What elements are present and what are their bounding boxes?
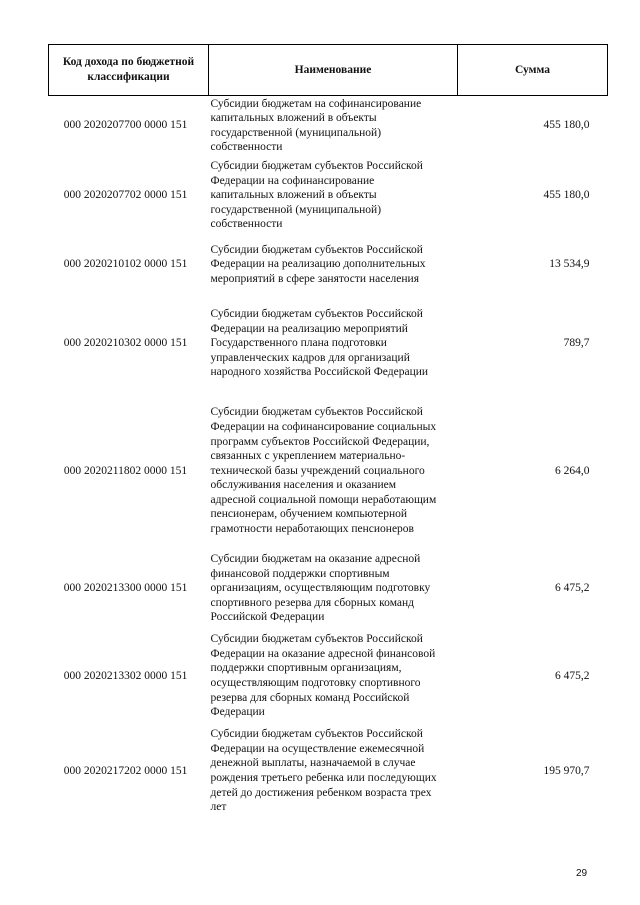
table-row xyxy=(49,96,608,156)
row-name: Субсидии бюджетам на софинансирование капитальных вложений в объекты государственной (муниципальной) собственности xyxy=(210,97,422,154)
row-name: Субсидии бюджетам субъектов Российской Федерации на софинансирование социальных программ субъектов Российской Федерации, связанных с укреплением материально- технической базы учреждений социального обслуживания населения и оказанием адресной социальной помощи неработающим пенсионерам, обучением компьютерной грамотности неработающих пенсионеров xyxy=(210,406,437,536)
row-sum: 6 264,0 xyxy=(555,464,590,477)
table-row xyxy=(49,294,608,394)
row-code: 000 2020210302 0000 151 xyxy=(63,337,188,350)
row-name: Субсидии бюджетам субъектов Российской Федерации на оказание адресной финансовой поддержки спортивным организациям, осуществляющим подготовку спортивного резерва для сборных команд Российской Федерации xyxy=(210,633,436,719)
budget-income-table xyxy=(48,44,608,819)
row-name: Субсидии бюджетам субъектов Российской Федерации на осуществление ежемесячной денежной выплаты, назначаемой в случае рождения третьего ребенка или последующих детей до достижения ребенком возраста трех лет xyxy=(210,728,437,814)
row-sum: 6 475,2 xyxy=(555,669,590,682)
row-sum: 455 180,0 xyxy=(543,189,590,202)
header-code: Код дохода по бюджетной классификации xyxy=(49,45,209,96)
table-row xyxy=(49,236,608,294)
table-header xyxy=(49,45,608,96)
row-code: 000 2020207700 0000 151 xyxy=(63,119,188,132)
row-sum: 195 970,7 xyxy=(543,764,590,777)
table-row xyxy=(49,549,608,629)
row-code: 000 2020217202 0000 151 xyxy=(63,764,188,777)
row-name: Субсидии бюджетам субъектов Российской Федерации на реализацию дополнительных мероприятий в сфере занятости населения xyxy=(210,243,426,285)
table-row xyxy=(49,394,608,549)
table-body xyxy=(49,96,608,819)
table-row xyxy=(49,629,608,724)
row-code: 000 2020207702 0000 151 xyxy=(63,189,188,202)
row-name: Субсидии бюджетам на оказание адресной финансовой поддержки спортивным организациям, осуществляющим подготовку спортивного резерва для сборных команд Российской Федерации xyxy=(210,553,431,624)
header-name: Наименование xyxy=(209,45,458,96)
row-name: Субсидии бюджетам субъектов Российской Федерации на реализацию мероприятий Государственного плана подготовки управленческих кадров для организаций народного хозяйства Российской Федерации xyxy=(210,308,429,379)
header-sum: Сумма xyxy=(458,45,608,96)
row-sum: 6 475,2 xyxy=(555,582,590,595)
row-code: 000 2020210102 0000 151 xyxy=(63,258,188,271)
table-header-row xyxy=(49,45,608,96)
row-code: 000 2020213300 0000 151 xyxy=(63,582,188,595)
page-number: 29 xyxy=(576,868,588,879)
table-row xyxy=(49,156,608,236)
row-name: Субсидии бюджетам субъектов Российской Федерации на софинансирование капитальных вложений в объекты государственной (муниципальной) собственности xyxy=(210,160,423,231)
row-sum: 13 534,9 xyxy=(549,258,590,271)
row-sum: 455 180,0 xyxy=(543,119,590,132)
row-code: 000 2020213302 0000 151 xyxy=(63,669,188,682)
row-code: 000 2020211802 0000 151 xyxy=(63,464,188,477)
table-row xyxy=(49,724,608,819)
row-sum: 789,7 xyxy=(563,337,590,350)
